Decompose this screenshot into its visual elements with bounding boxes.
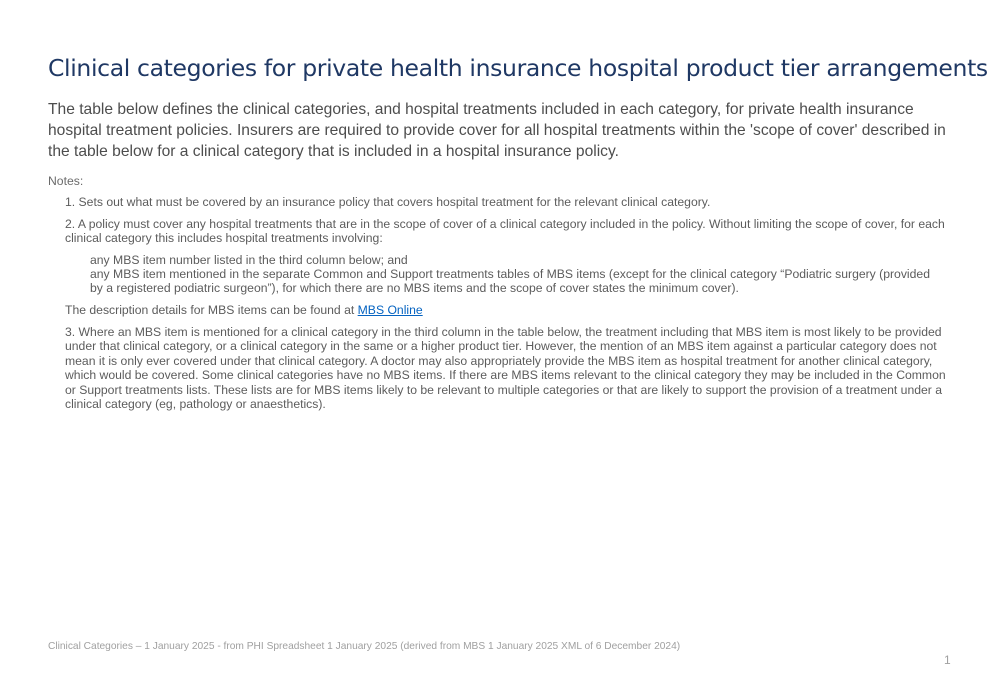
- mbs-description-note: [65, 303, 955, 317]
- note-2: 2. A policy must cover any hospital treatments that are in the scope of cover of a clinical category included in the policy. Without limiting the scope of cover, for each clinical category this includes hospital treatments involving:: [65, 217, 945, 246]
- page-title: Clinical categories for private health insurance hospital product tier arrangements: [48, 54, 988, 82]
- notes-heading: Notes:: [48, 174, 84, 188]
- intro-paragraph: The table below defines the clinical categories, and hospital treatments included in each category, for private health insurance hospital treatment policies. Insurers are required to provide cover for all hospital treatments within the 'scope of cover' described in the table below for a clinical category that is included in a hospital insurance policy.: [48, 101, 946, 160]
- page-footer: Clinical Categories – 1 January 2025 - from PHI Spreadsheet 1 January 2025 (derived from MBS 1 January 2025 XML of 6 December 2024): [48, 641, 681, 652]
- mbs-online-link[interactable]: MBS Online: [357, 303, 423, 317]
- note-2-subitem-1: any MBS item number listed in the third column below; and: [90, 253, 408, 267]
- note-2-subitem-2: any MBS item mentioned in the separate Common and Support treatments tables of MBS items (except for the clinical category “Podiatric surgery (provided by a registered podiatric surgeon”), for which there are no MBS items and the scope of cover states the minimum cover).: [90, 267, 930, 296]
- mbs-description-text: The description details for MBS items can be found at: [65, 303, 358, 317]
- page-number: 1: [944, 653, 951, 667]
- note-1: 1. Sets out what must be covered by an insurance policy that covers hospital treatment for the relevant clinical category.: [65, 195, 711, 209]
- note-3: 3. Where an MBS item is mentioned for a clinical category in the third column in the table below, the treatment including that MBS item is most likely to be provided under that clinical category, or a clinical category in the same or a higher product tier. However, the mention of an MBS item against a particular category does not mean it is only ever covered under that clinical category. A doctor may also appropriately provide the MBS item as hospital treatment for another clinical category, which would be covered. Some clinical categories have no MBS items. If there are MBS items relevant to the clinical category they may be included in the Common or Support treatments lists. These lists are for MBS items likely to be relevant to multiple categories or that are likely to support the provision of a treatment under a clinical category (eg, pathology or anaesthetics).: [65, 325, 946, 412]
